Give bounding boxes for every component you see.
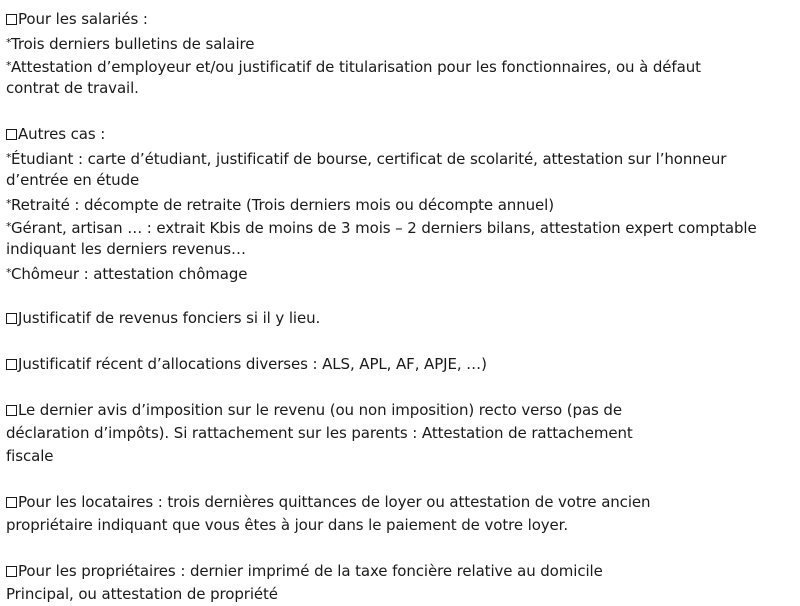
checkbox-icon xyxy=(6,405,17,416)
checkbox-icon xyxy=(6,14,17,25)
bullet-icon: * xyxy=(6,197,12,210)
checkbox-icon xyxy=(6,566,17,577)
checklist-item-locataires: Pour les locataires : trois dernières quittances de loyer ou attestation de votre ancien xyxy=(6,491,798,514)
document-body xyxy=(6,8,798,606)
checklist-item-continuation: déclaration d’impôts). Si rattachement sur les parents : Attestation de rattachement xyxy=(6,424,633,442)
bullet-icon: * xyxy=(6,151,12,164)
checklist-item-avis-imposition: Le dernier avis d’imposition sur le revenu (ou non imposition) recto verso (pas de xyxy=(6,399,798,422)
bullet-icon: * xyxy=(6,36,12,49)
bullet-icon: * xyxy=(6,266,12,279)
checkbox-icon xyxy=(6,129,17,140)
checklist-item-continuation: Principal, ou attestation de propriété xyxy=(6,585,278,603)
checkbox-icon xyxy=(6,497,17,508)
bullet-icon: * xyxy=(6,220,12,233)
checklist-item-allocations: Justificatif récent d’allocations diverses : ALS, APL, AF, APJE, …) xyxy=(6,353,798,376)
section-heading-autres-cas: Autres cas : xyxy=(6,123,798,146)
list-item: *Attestation d’employeur et/ou justificatif de titularisation pour les fonctionnaires, ou à défaut xyxy=(6,54,798,77)
list-item-continuation: contrat de travail. xyxy=(6,79,139,97)
checkbox-icon xyxy=(6,359,17,370)
list-item: *Étudiant : carte d’étudiant, justificatif de bourse, certificat de scolarité, attestation sur l’honneur xyxy=(6,146,798,169)
checklist-item-continuation: fiscale xyxy=(6,447,54,465)
section-heading-salaries: Pour les salariés : xyxy=(6,8,798,31)
checklist-item-revenus-fonciers: Justificatif de revenus fonciers si il y lieu. xyxy=(6,307,798,330)
bullet-icon: * xyxy=(6,59,12,72)
list-item-continuation: d’entrée en étude xyxy=(6,171,140,189)
checklist-item-continuation: propriétaire indiquant que vous êtes à jour dans le paiement de votre loyer. xyxy=(6,516,569,534)
list-item: *Chômeur : attestation chômage xyxy=(6,261,798,284)
list-item: *Trois derniers bulletins de salaire xyxy=(6,31,798,54)
checkbox-icon xyxy=(6,313,17,324)
list-item: *Retraité : décompte de retraite (Trois derniers mois ou décompte annuel) xyxy=(6,192,798,215)
checklist-item-proprietaires: Pour les propriétaires : dernier imprimé de la taxe foncière relative au domicile xyxy=(6,560,798,583)
list-item-continuation: indiquant les derniers revenus… xyxy=(6,240,246,258)
list-item: *Gérant, artisan … : extrait Kbis de moins de 3 mois – 2 derniers bilans, attestation expert comptable xyxy=(6,215,798,238)
